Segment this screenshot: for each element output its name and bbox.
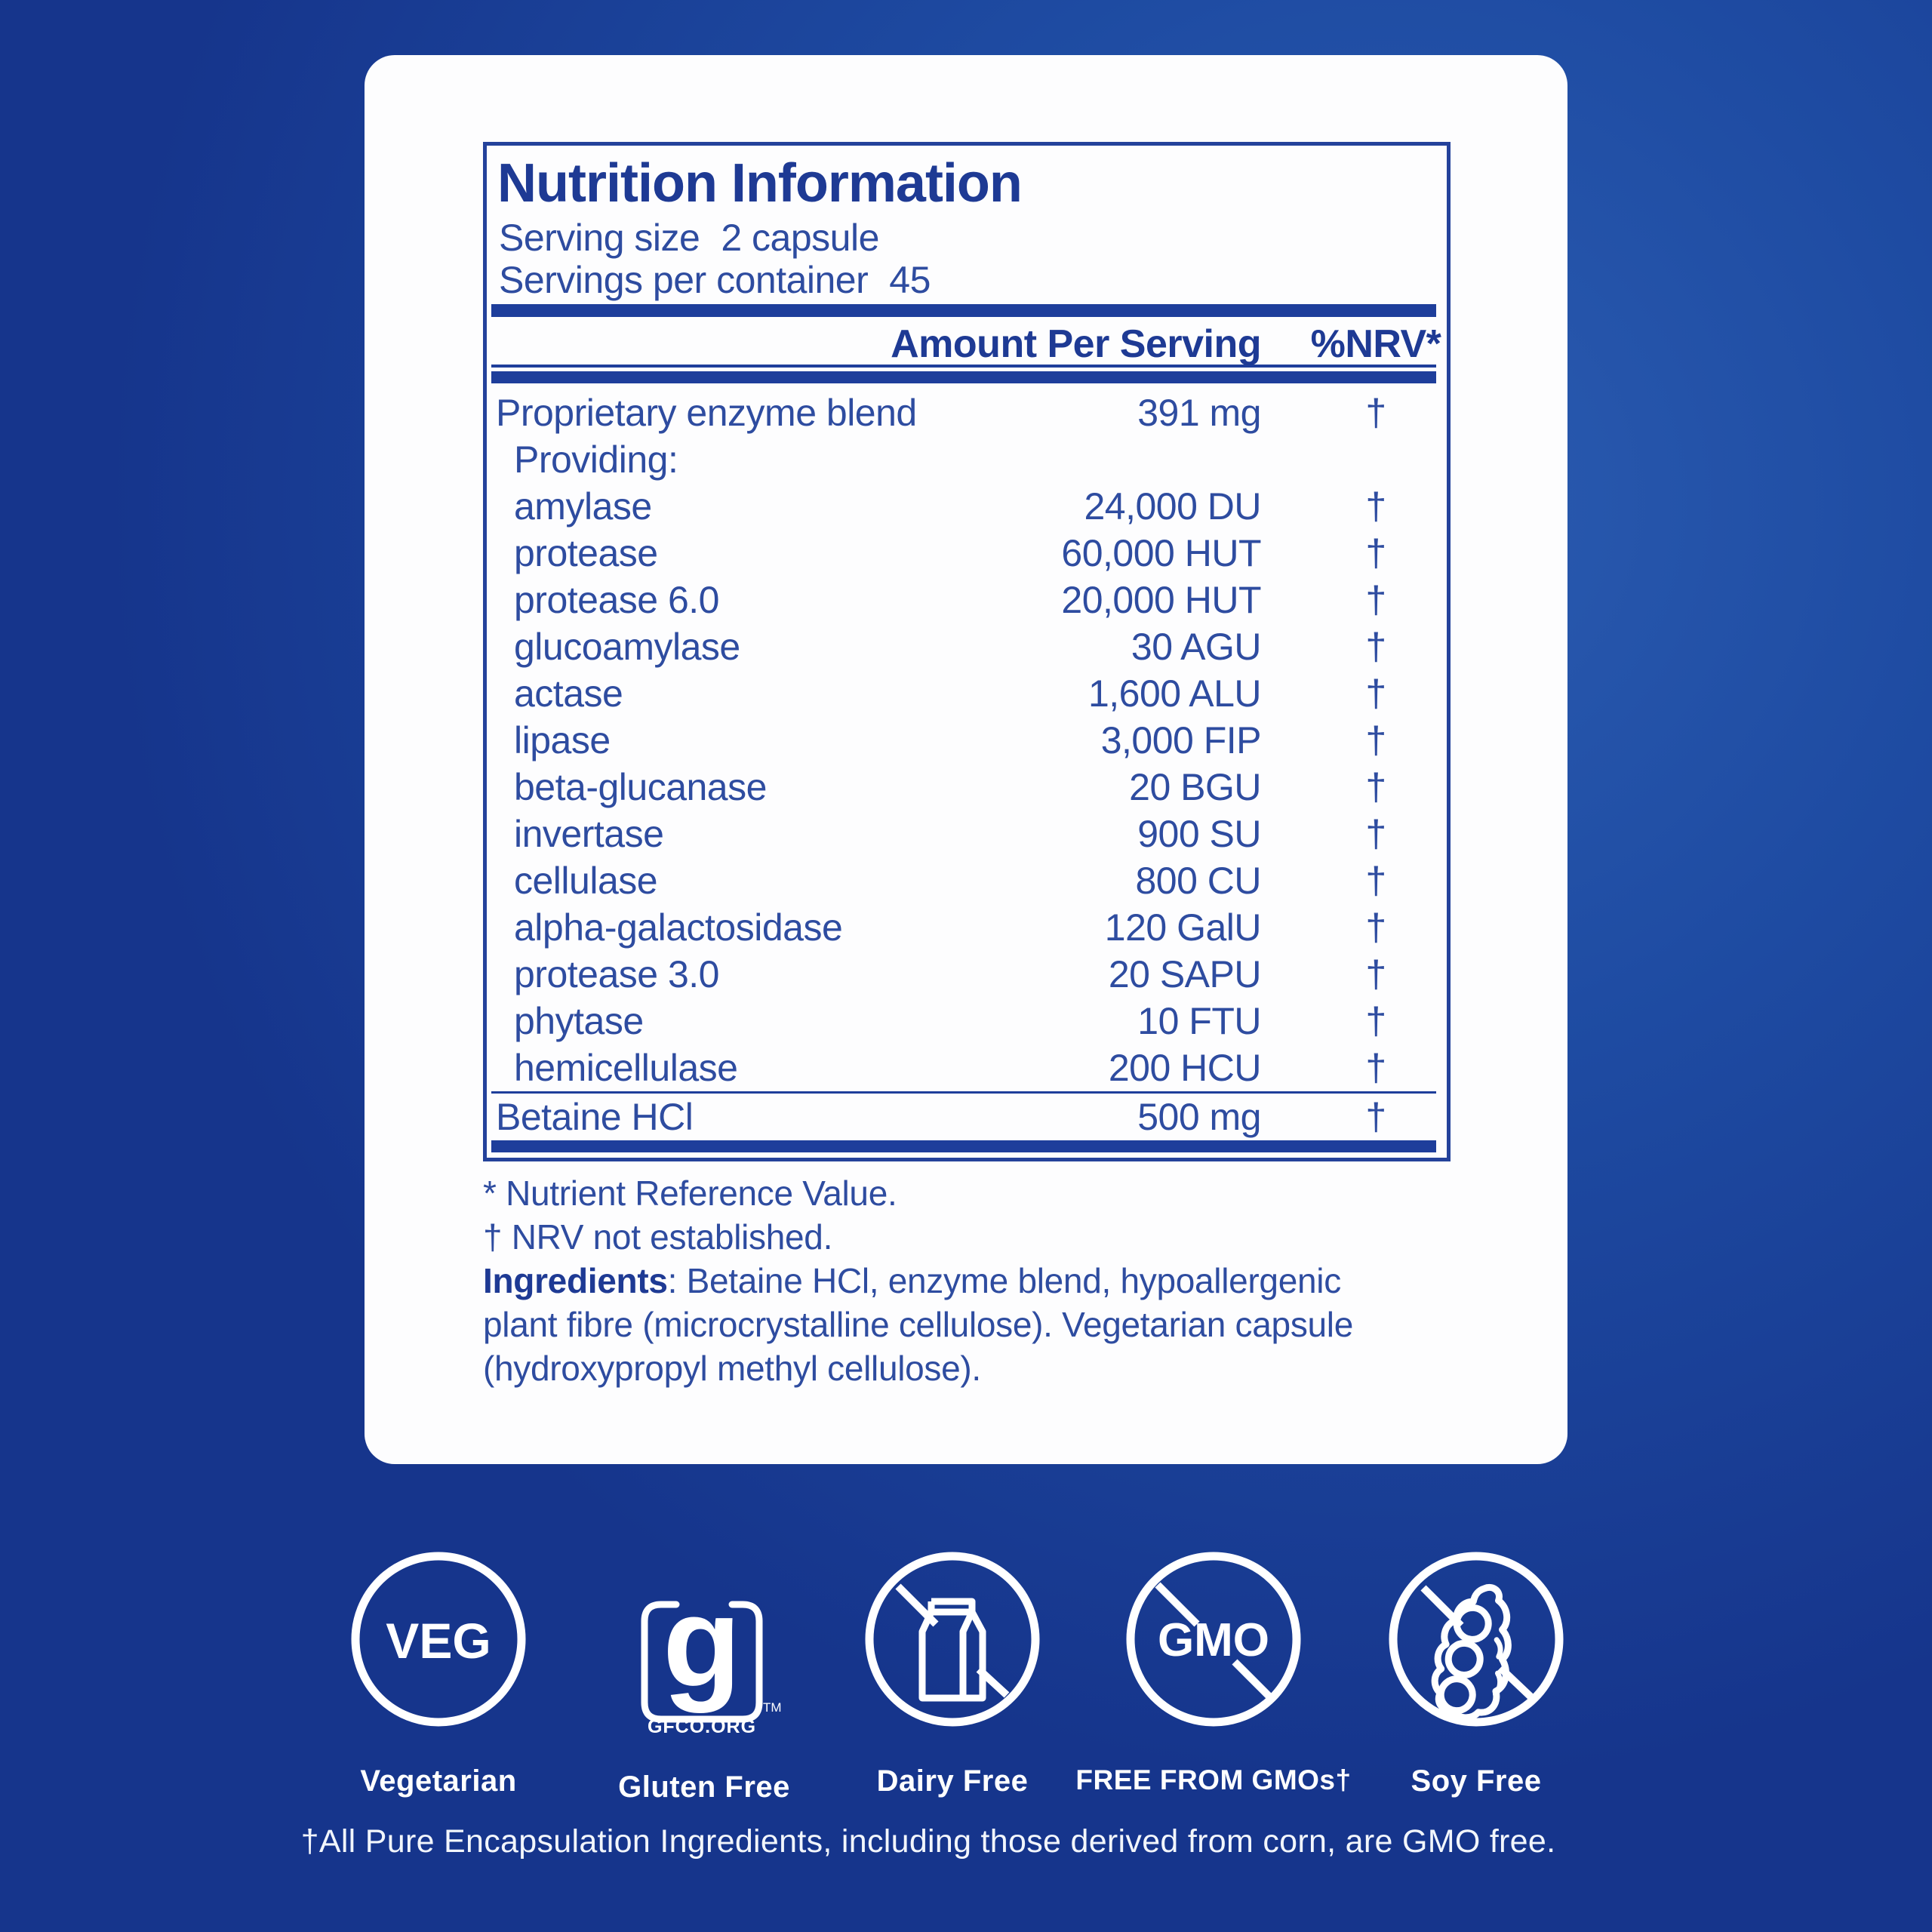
column-header-nrv: %NRV* bbox=[1310, 322, 1441, 366]
table-row bbox=[487, 670, 1447, 717]
row-name: invertase bbox=[514, 813, 664, 855]
row-name: lipase bbox=[514, 719, 611, 761]
row-amount: 900 SU bbox=[1137, 813, 1261, 855]
row-nrv: † bbox=[1365, 1047, 1386, 1089]
table-header-row bbox=[487, 324, 1447, 365]
gmo-free-label: FREE FROM GMOs† bbox=[1075, 1764, 1352, 1795]
gluten-free-label: Gluten Free bbox=[618, 1770, 790, 1804]
row-name: protease bbox=[514, 532, 658, 574]
ingredients-line-1: Ingredients: Betaine HCl, enzyme blend, hypoallergenic bbox=[483, 1261, 1341, 1300]
table-row bbox=[487, 389, 1447, 436]
table-row bbox=[487, 904, 1447, 951]
row-nrv: † bbox=[1365, 626, 1386, 668]
table-row bbox=[487, 951, 1447, 998]
row-nrv: † bbox=[1365, 953, 1386, 995]
row-nrv: † bbox=[1365, 579, 1386, 621]
servings-value: 45 bbox=[889, 259, 931, 301]
nutrition-facts-panel bbox=[483, 142, 1451, 1161]
column-header-amount: Amount Per Serving bbox=[891, 322, 1261, 366]
row-nrv: † bbox=[1365, 1000, 1386, 1042]
table-row bbox=[487, 577, 1447, 623]
row-amount: 20,000 HUT bbox=[1061, 579, 1261, 621]
divider-thick-top bbox=[491, 304, 1436, 317]
servings-label: Servings per container bbox=[499, 259, 869, 301]
table-row bbox=[487, 998, 1447, 1044]
servings-per-container-line bbox=[499, 259, 1447, 301]
row-name: beta-glucanase bbox=[514, 766, 767, 808]
ingredients-line-2: plant fibre (microcrystalline cellulose). Vegetarian capsule bbox=[483, 1305, 1354, 1344]
soy-free-label: Soy Free bbox=[1411, 1764, 1542, 1798]
row-amount: 20 BGU bbox=[1129, 766, 1261, 808]
row-name: protease 3.0 bbox=[514, 953, 719, 995]
row-amount: 10 FTU bbox=[1137, 1000, 1261, 1042]
panel-title: Nutrition Information bbox=[497, 153, 1022, 214]
serving-size-line bbox=[499, 217, 1447, 259]
row-amount: 500 mg bbox=[1137, 1096, 1261, 1138]
row-nrv: † bbox=[1365, 906, 1386, 949]
svg-text:GMO: GMO bbox=[1157, 1614, 1270, 1666]
footnote-dagger: † NRV not established. bbox=[483, 1217, 833, 1257]
row-name: actase bbox=[514, 672, 623, 715]
row-name: Providing: bbox=[514, 438, 678, 481]
vegetarian-label: Vegetarian bbox=[360, 1764, 517, 1798]
row-nrv: † bbox=[1365, 532, 1386, 574]
row-nrv: † bbox=[1365, 672, 1386, 715]
gmo-disclaimer: †All Pure Encapsulation Ingredients, including those derived from corn, are GMO free. bbox=[300, 1823, 1556, 1860]
row-name: cellulase bbox=[514, 860, 658, 902]
row-amount: 120 GalU bbox=[1104, 906, 1261, 949]
serving-info bbox=[499, 217, 1447, 301]
gmo-free-icon bbox=[1123, 1549, 1304, 1730]
svg-text:GFCO.ORG: GFCO.ORG bbox=[647, 1716, 757, 1736]
row-amount: 3,000 FIP bbox=[1100, 719, 1261, 761]
svg-text:VEG: VEG bbox=[386, 1613, 491, 1669]
table-row bbox=[487, 623, 1447, 670]
table-row bbox=[487, 1044, 1447, 1091]
row-nrv: † bbox=[1365, 392, 1386, 434]
table-row bbox=[487, 483, 1447, 530]
footnotes bbox=[483, 1171, 1464, 1390]
ingredients-line-3: (hydroxypropyl methyl cellulose). bbox=[483, 1349, 981, 1388]
footnote-nrv: * Nutrient Reference Value. bbox=[483, 1174, 897, 1213]
table-row bbox=[487, 764, 1447, 811]
row-name: alpha-galactosidase bbox=[514, 906, 843, 949]
row-name: amylase bbox=[514, 485, 652, 528]
row-name: glucoamylase bbox=[514, 626, 740, 668]
row-amount: 60,000 HUT bbox=[1061, 532, 1261, 574]
dairy-free-icon bbox=[862, 1549, 1043, 1730]
row-amount: 1,600 ALU bbox=[1088, 672, 1261, 715]
row-name: hemicellulase bbox=[514, 1047, 738, 1089]
svg-text:g: g bbox=[663, 1571, 741, 1714]
table-row bbox=[487, 436, 1447, 483]
row-amount: 20 SAPU bbox=[1108, 953, 1261, 995]
ingredients-label: Ingredients bbox=[483, 1261, 668, 1300]
row-amount: 200 HCU bbox=[1108, 1047, 1261, 1089]
row-amount: 800 CU bbox=[1135, 860, 1261, 902]
serving-size-value: 2 capsule bbox=[721, 217, 879, 259]
gluten-free-icon bbox=[617, 1546, 791, 1736]
dairy-free-label: Dairy Free bbox=[876, 1764, 1029, 1798]
row-nrv: † bbox=[1365, 1096, 1386, 1138]
row-amount: 24,000 DU bbox=[1084, 485, 1261, 528]
table-row bbox=[487, 717, 1447, 764]
row-amount: 30 AGU bbox=[1131, 626, 1261, 668]
table-row-betaine bbox=[487, 1094, 1447, 1140]
row-name: protease 6.0 bbox=[514, 579, 719, 621]
enzyme-rows bbox=[487, 389, 1447, 1091]
row-name: phytase bbox=[514, 1000, 644, 1042]
vegetarian-icon bbox=[348, 1549, 529, 1730]
soy-free-icon bbox=[1386, 1549, 1567, 1730]
table-row bbox=[487, 857, 1447, 904]
row-nrv: † bbox=[1365, 485, 1386, 528]
divider-thick-bottom bbox=[491, 1140, 1436, 1152]
row-nrv: † bbox=[1365, 860, 1386, 902]
row-name: Betaine HCl bbox=[496, 1096, 694, 1138]
table-row bbox=[487, 811, 1447, 857]
row-nrv: † bbox=[1365, 719, 1386, 761]
svg-text:TM: TM bbox=[763, 1700, 782, 1715]
row-nrv: † bbox=[1365, 766, 1386, 808]
row-name: Proprietary enzyme blend bbox=[496, 392, 917, 434]
row-amount: 391 mg bbox=[1137, 392, 1261, 434]
serving-size-label: Serving size bbox=[499, 217, 700, 259]
row-nrv: † bbox=[1365, 813, 1386, 855]
table-row bbox=[487, 530, 1447, 577]
divider-thick-header bbox=[491, 371, 1436, 383]
